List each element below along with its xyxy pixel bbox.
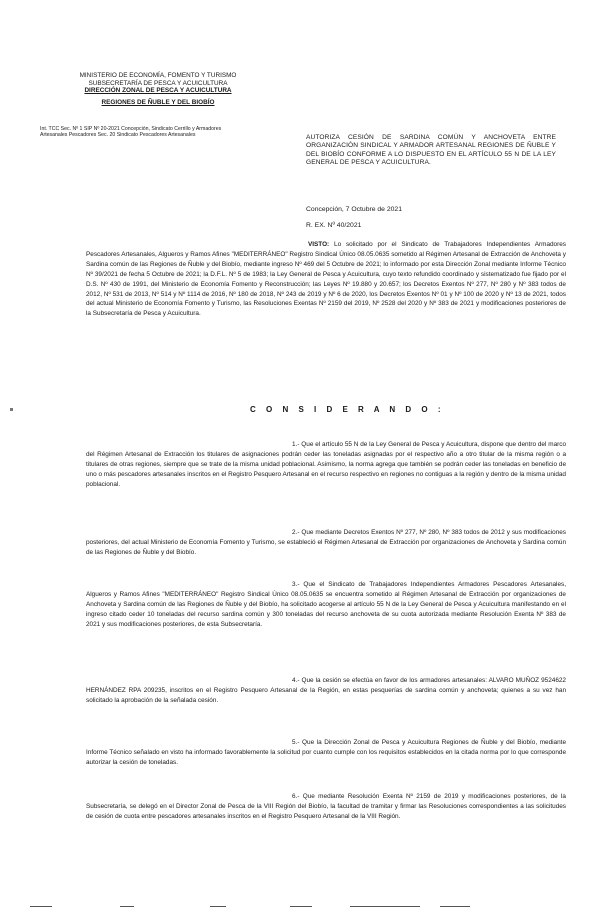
letterhead	[58, 72, 258, 106]
footer-marks	[0, 902, 600, 914]
direccion-zonal: DIRECCIÓN ZONAL DE PESCA Y ACUICULTURA	[84, 87, 232, 95]
visto-text: Lo solicitado por el Sindicato de Trabajadores Independientes Armadores Pescadores Artesanales, Algueros y Ramos Afines "MEDITERRÁNEO" Registro Sindical Único 08.05.0635 sometido al Régimen Artesanal de Extracción de Anchoveta y Sardina común de las Regiones de Ñuble y del Biobío, mediante ingreso Nº 469 del 5 Octubre de 2021; lo informado por esta Dirección Zonal mediante Informe Técnico Nº 39/2021 de fecha 5 Octubre de 2021; la D.F.L. Nº 5 de 1983; la Ley General de Pesca y Acuicultura, cuyo texto refundido coordinado y sistematizado fue fijado por el D.S. Nº 430 de 1991, del Ministerio de Economía Fomento y Reconstrucción; las Leyes Nº 19.880 y 20.657; los Decretos Exentos Nº 277, Nº 280 y Nº 383 todos de 2012, Nº 531 de 2013, Nº 514 y Nº 1114 de 2016, Nº 180 de 2018, Nº 243 de 2019 y Nº 6 de 2020, los Decretos Exentos Nº 01 y Nº 100 de 2020 y Nº 13 de 2021, todos del actual Ministerio de Economía Fomento y Turismo, las Resoluciones Exentas Nº 2159 del 2019, Nº 2528 del 2020 y Nº 383 de 2021 y modificaciones posteriores de la Subsecretaría de Pesca y Acuicultura.	[86, 241, 566, 318]
considerando-1: 1.- Que el artículo 55 N de la Ley General de Pesca y Acuicultura, dispone que dentro del marco del Régimen Artesanal de Extracción los titulares de asignaciones podrán ceder las toneladas asignadas por el respectivo año a otro titular de la misma región o a titulares de otras regiones, siempre que se trate de la misma unidad poblacional. Asimismo, la norma agrega que también se podrán ceder las toneladas en beneficio de uno o más pescadores artesanales inscritos en el Registro Pesquero Artesanal en el recurso respectivo en regiones no contiguas a la región y dentro de la misma unidad poblacional.	[86, 441, 566, 488]
footer-mark	[30, 906, 52, 907]
considerando-6: 6.- Que mediante Resolución Exenta Nº 2159 de 2019 y modificaciones posteriores, de la Subsecretaría, se delegó en el Director Zonal de Pesca de la VIII Región del Biobío, la facultad de tramitar y firmar las Resoluciones correspondientes a las solicitudes de cesión de cuota entre pescadores artesanales inscritos en el Registro Pesquero Artesanal de la VIII Región.	[86, 793, 566, 820]
resolution-number: R. EX. Nº 40/2021	[306, 222, 362, 229]
reference-line-1: Int. TCC Sec. Nº 1 SIP Nº 20-2021 Concepción, Sindicato Cerrillo y Armadores	[40, 126, 222, 132]
margin-mark	[10, 408, 13, 411]
footer-mark	[290, 906, 312, 907]
ministry-name: MINISTERIO DE ECONOMÍA, FOMENTO Y TURISMO	[79, 72, 237, 79]
footer-mark	[210, 906, 226, 907]
place-date: Concepción, 7 Octubre de 2021	[306, 206, 402, 213]
footer-mark	[440, 906, 470, 907]
considerando-heading: C O N S I D E R A N D O :	[250, 405, 445, 414]
reference-line-2: Artesanales Pescadores Sec. 20 Sindicato Pescadores Artesanales	[40, 132, 196, 139]
considerando-3: 3.- Que el Sindicato de Trabajadores Independientes Armadores Pescadores Artesanales, Algueros y Ramos Afines "MEDITERRÁNEO" Registro Sindical Único 08.05.0635 se encuentra sometido al Régimen Artesanal de Extracción por organizaciones de Anchoveta y Sardina común de las Regiones de Ñuble y del Biobío, ha solicitado acogerse al artículo 55 N de la Ley General de Pesca y Acuicultura manifestando en el ingreso citado ceder 10 toneladas del recurso sardina común y 300 toneladas del recurso anchoveta de su cuota autorizada mediante Resolución Exenta Nº 383 de 2021 y sus modificaciones posteriores, de esta Subsecretaría.	[86, 581, 566, 628]
footer-mark	[350, 906, 420, 907]
resolution-subject: AUTORIZA CESIÓN DE SARDINA COMÚN Y ANCHOVETA ENTRE ORGANIZACIÓN SINDICAL Y ARMADOR ARTESANAL REGIONES DE ÑUBLE Y DEL BIOBÍO CONFORME A LO DISPUESTO EN EL ARTÍCULO 55 N DE LA LEY GENERAL DE PESCA Y ACUICULTURA.	[306, 134, 556, 167]
considerando-4: 4.- Que la cesión se efectúa en favor de los armadores artesanales: ALVARO MUÑOZ 9524622 HERNÁNDEZ RPA 209235, inscritos en el Registro Pesquero Artesanal de la Región, en estas pesquerías de sardina común y anchoveta; quienes a su vez han solicitado la aprobación de la señalada cesión.	[86, 677, 566, 704]
footer-mark	[120, 906, 134, 907]
regiones-name: REGIONES DE ÑUBLE Y DEL BIOBÍO	[101, 98, 215, 106]
considerando-2: 2.- Que mediante Decretos Exentos Nº 277, Nº 280, Nº 383 todos de 2012 y sus modificaciones posteriores, del actual Ministerio de Economía Fomento y Turismo, se estableció el Régimen Artesanal de Extracción por organizaciones de Anchoveta y Sardina común de las Regiones de Ñuble y del Biobío.	[86, 529, 566, 556]
considerando-5: 5.- Que la Dirección Zonal de Pesca y Acuicultura Regiones de Ñuble y del Biobío, mediante Informe Técnico señalado en visto ha informado favorablemente la solicitud por cuanto cumple con los requisitos establecidos en la citada norma por lo que corresponde autorizar la cesión de toneladas.	[86, 739, 566, 766]
reference-lines	[40, 126, 280, 138]
subsecretaria-name: SUBSECRETARÍA DE PESCA Y ACUICULTURA	[88, 79, 228, 87]
visto-lead: VISTO:	[308, 241, 330, 248]
visto-paragraph	[86, 240, 566, 319]
